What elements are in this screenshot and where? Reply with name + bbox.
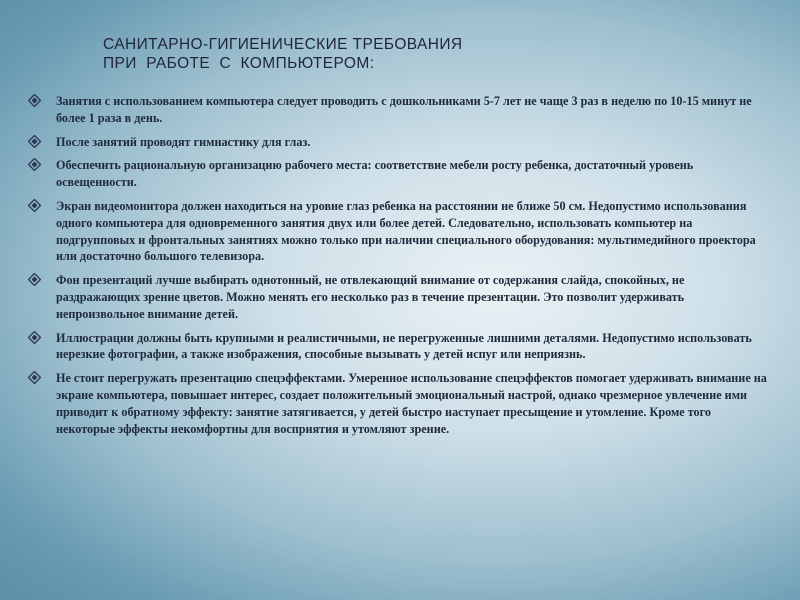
list-item-text: Не стоит перегружать презентацию спецэффектами. Умеренное использование спецэффектов помогает удерживать внимание на экране компьютера, повышает интерес, создает положительный эмоциональный настрой, однако чрезмерное увлечение ими приводит к обратному эффекту: занятие затягивается, у детей быстро наступает пресыщение и утомление. Кроме того некоторые эффекты некомфортны для восприятия и утомляют зрение. <box>56 371 767 436</box>
diamond-bullet-icon <box>28 371 41 384</box>
list-item-text: Фон презентаций лучше выбирать однотонный, не отвлекающий внимание от содержания слайда, спокойных, не раздражающих зрение цветов. Можно менять его несколько раз в течение презентации. Это позволит удерживать непроизвольное внимание детей. <box>56 273 685 321</box>
list-item-text: Занятия с использованием компьютера следует проводить с дошкольниками 5-7 лет не чаще 3 раз в неделю по 10-15 минут не более 1 раза в день. <box>56 94 752 125</box>
diamond-bullet-icon <box>28 331 41 344</box>
list-item-text: После занятий проводят гимнастику для глаз. <box>56 134 311 149</box>
list-item <box>28 272 768 322</box>
list-item <box>28 330 768 364</box>
list-item <box>28 370 768 437</box>
diamond-bullet-icon <box>28 135 41 148</box>
diamond-bullet-icon <box>28 94 41 107</box>
list-item <box>28 198 768 265</box>
slide-title-line-1: САНИТАРНО-ГИГИЕНИЧЕСКИЕ ТРЕБОВАНИЯ <box>103 36 463 53</box>
diamond-bullet-icon <box>28 273 41 286</box>
requirements-list <box>28 93 768 444</box>
list-item-text: Экран видеомонитора должен находиться на уровне глаз ребенка на расстоянии не ближе 50 см. Недопустимо использования одного компьютера для одновременного занятия двух или более детей. Следовательно, использовать компьютер на подгрупповых и фронтальных занятиях можно только при наличии специального оборудования: мультимедийного проектора или достаточно большого телевизора. <box>56 198 756 264</box>
slide-title <box>103 35 663 73</box>
list-item <box>28 93 768 127</box>
diamond-bullet-icon <box>28 158 41 171</box>
list-item <box>28 134 768 151</box>
list-item-text: Иллюстрации должны быть крупными и реалистичными, не перегруженные лишними деталями. Недопустимо использовать нерезкие фотографии, а также изображения, способные вызывать у детей испуг или неприязнь. <box>56 330 752 362</box>
list-item <box>28 157 768 191</box>
list-item-text: Обеспечить рациональную организацию рабочего места: соответствие мебели росту ребенка, достаточный уровень освещенности. <box>56 158 694 190</box>
diamond-bullet-icon <box>28 199 41 212</box>
slide-title-line-2: ПРИ РАБОТЕ С КОМПЬЮТЕРОМ: <box>103 55 375 72</box>
